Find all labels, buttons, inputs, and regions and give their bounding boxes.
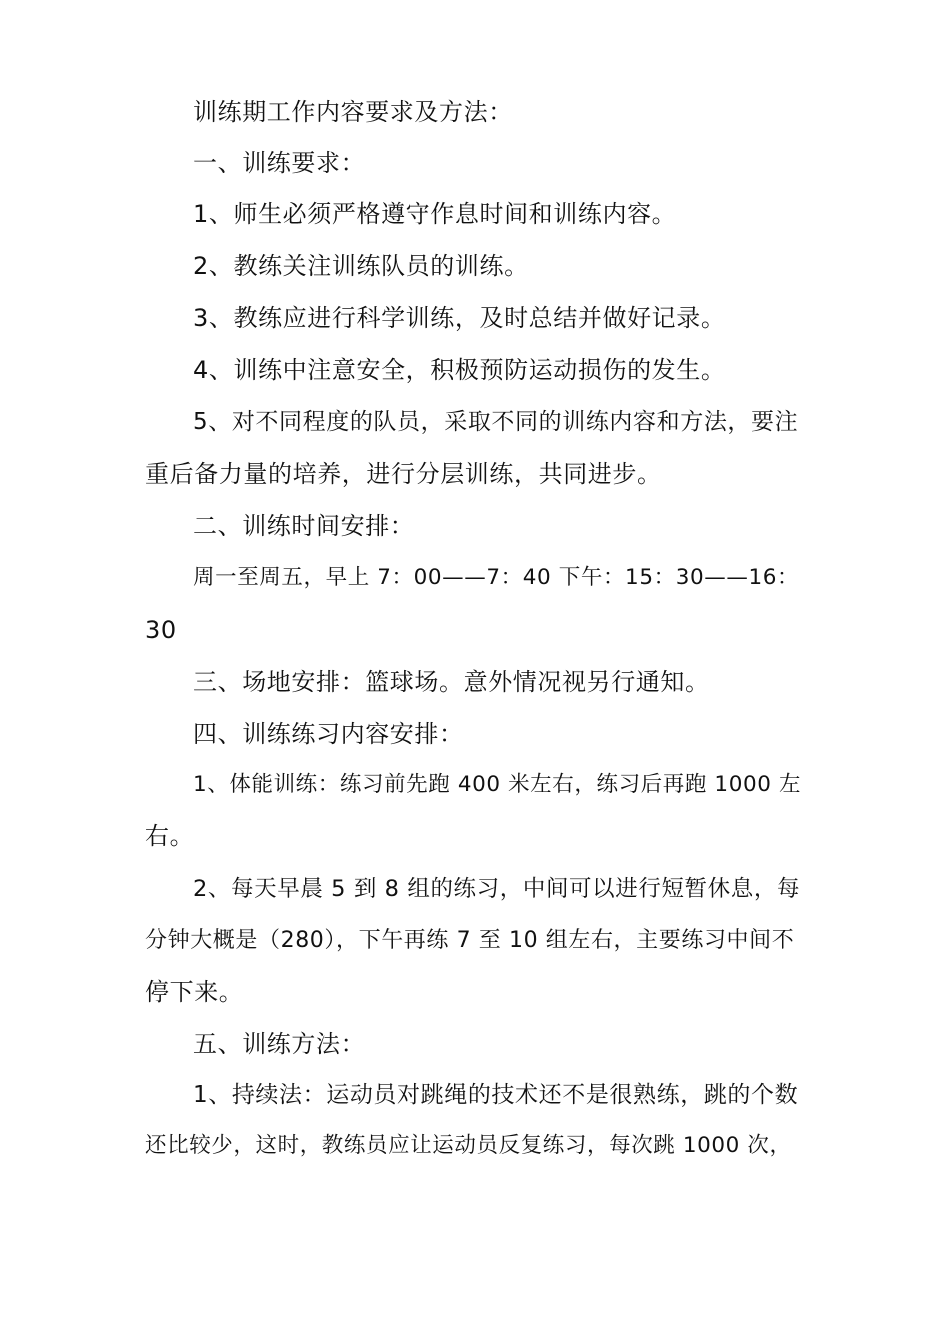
section-heading-1: 一、训练要求： [193, 149, 366, 177]
requirement-item-1: 1、师生必须严格遵守作息时间和训练内容。 [193, 200, 677, 228]
content-item-2-cont2: 停下来。 [145, 978, 244, 1006]
requirement-item-2: 2、教练关注训练队员的训练。 [193, 252, 529, 280]
content-item-1-cont: 右。 [145, 822, 195, 850]
content-item-2: 2、每天早晨 5 到 8 组的练习，中间可以进行短暂休息，每 [193, 876, 801, 902]
requirement-item-3: 3、教练应进行科学训练，及时总结并做好记录。 [193, 304, 726, 332]
section-heading-3: 三、场地安排：篮球场。意外情况视另行通知。 [193, 668, 710, 696]
content-item-1: 1、体能训练：练习前先跑 400 米左右，练习后再跑 1000 左 [193, 772, 802, 797]
method-item-1: 1、持续法：运动员对跳绳的技术还不是很熟练，跳的个数 [193, 1082, 799, 1108]
doc-heading: 训练期工作内容要求及方法： [193, 98, 513, 126]
section-heading-2: 二、训练时间安排： [193, 512, 415, 540]
requirement-item-5: 5、对不同程度的队员，采取不同的训练内容和方法，要注 [193, 409, 799, 435]
requirement-item-4: 4、训练中注意安全，积极预防运动损伤的发生。 [193, 356, 726, 384]
schedule-line: 周一至周五，早上 7：00——7：40 下午：15：30——16： [193, 565, 800, 590]
method-item-1-cont: 还比较少，这时，教练员应让运动员反复练习，每次跳 1000 次， [145, 1133, 792, 1158]
section-heading-4: 四、训练练习内容安排： [193, 720, 464, 748]
section-heading-5: 五、训练方法： [193, 1030, 366, 1058]
requirement-item-5-cont: 重后备力量的培养，进行分层训练，共同进步。 [145, 460, 662, 488]
schedule-line-cont: 30 [145, 616, 177, 644]
content-item-2-cont: 分钟大概是（280），下午再练 7 至 10 组左右，主要练习中间不 [145, 928, 795, 953]
